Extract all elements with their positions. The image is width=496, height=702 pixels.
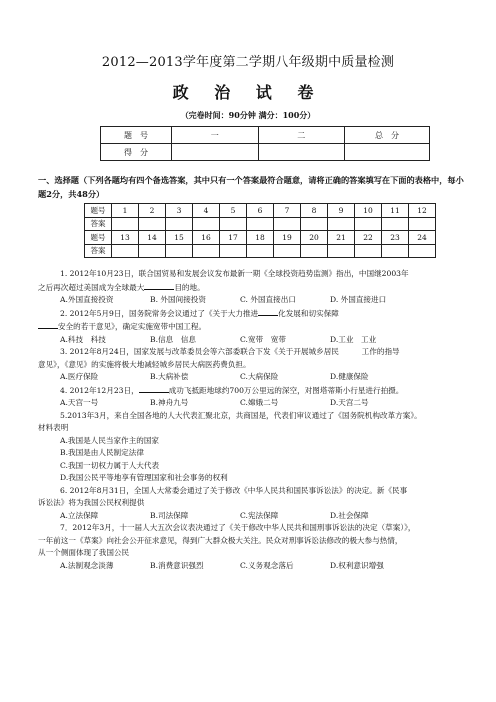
question-number-cell: 18 — [247, 231, 274, 245]
score-cell — [258, 144, 345, 161]
answer-cell[interactable] — [274, 244, 301, 258]
question-number-cell: 4 — [193, 204, 220, 218]
answer-cell[interactable] — [193, 217, 220, 231]
answer-cell[interactable] — [139, 217, 166, 231]
option: A.立法保障 — [60, 510, 99, 520]
option-row — [38, 510, 466, 523]
option: D.我国公民平等地享有管理国家和社会事务的权利 — [60, 473, 228, 482]
question-number-cell: 15 — [166, 231, 193, 245]
answer-table — [84, 203, 436, 258]
question-number-cell: 12 — [409, 204, 436, 218]
option: A.我国是人民当家作主的国家 — [60, 435, 160, 445]
question-number-cell: 8 — [301, 204, 328, 218]
question-number-cell: 16 — [193, 231, 220, 245]
question-text-part: 成功飞抵距地球约700万公里远的深空，对图塔蒂斯小行星进行拍摄。 — [168, 385, 404, 395]
answer-blank — [258, 307, 278, 316]
question-number-cell: 2 — [139, 204, 166, 218]
option: C.大病保险 — [240, 372, 279, 381]
question-text-part: 4. 2012年12月23日， — [60, 385, 139, 395]
question-text: 一年前这一《草案》向社会公开征求意见，得到广大群众极大关注。民众对刑事诉讼法修改的极大参与热情， — [38, 535, 403, 545]
answer-cell[interactable] — [247, 217, 274, 231]
option: D.社会保障 — [330, 510, 369, 520]
question-text: 1. 2012年10月23日，联合国贸易和发展会议发布最新一期《全球投资趋势监测》指出，中国继2003年 — [60, 269, 409, 278]
question-text: 诉讼法》将为我国公民权利提供 — [38, 498, 145, 507]
option: D.健康保险 — [330, 372, 369, 381]
answer-cell[interactable] — [220, 244, 247, 258]
question-number-cell: 20 — [301, 231, 328, 245]
option: C.宽带 宽带 — [240, 334, 286, 344]
question-number-cell: 14 — [139, 231, 166, 245]
answer-table-row — [85, 204, 436, 218]
answer-cell[interactable] — [247, 244, 274, 258]
question-text — [38, 307, 466, 321]
option: C.我国一切权力属于人大代表 — [60, 460, 160, 470]
option: D.工业 工业 — [330, 334, 377, 344]
answer-cell[interactable] — [355, 244, 382, 258]
option: B.司法保障 — [150, 510, 189, 520]
question-text: 3. 2012年8月24日，国家发展与改革委员会等六部委联合下发《关于开展城乡居民 工作的指导 — [60, 347, 400, 356]
score-table-row — [101, 127, 430, 144]
question-text — [38, 320, 466, 334]
row-label: 题号 — [85, 231, 112, 245]
option: D.权利意识增强 — [330, 560, 384, 570]
option: B.大病补偿 — [150, 372, 189, 381]
row-label: 答案 — [85, 217, 112, 231]
exam-subtitle: 政 治 试 卷 — [172, 83, 324, 102]
question-number-cell: 9 — [328, 204, 355, 218]
answer-blank — [38, 320, 58, 329]
row-label: 题号 — [85, 204, 112, 218]
question-number-cell: 5 — [220, 204, 247, 218]
score-table-row — [101, 144, 430, 161]
answer-cell[interactable] — [112, 217, 139, 231]
answer-cell[interactable] — [409, 217, 436, 231]
answer-cell[interactable] — [220, 217, 247, 231]
question-text: 材料表明 — [38, 423, 69, 432]
question-number-cell: 3 — [166, 204, 193, 218]
answer-cell[interactable] — [166, 244, 193, 258]
question-number-cell: 10 — [355, 204, 382, 218]
option-row — [38, 371, 466, 384]
option: B.消费意识强烈 — [150, 560, 204, 570]
question-number-cell: 11 — [382, 204, 409, 218]
option: A.医疗保险 — [60, 372, 99, 381]
option-row — [38, 397, 466, 410]
question-text: 意见》，《意见》的实施将极大地减轻城乡居民大病医药费负担。 — [38, 359, 251, 369]
score-cell: 题 号 — [101, 127, 172, 144]
score-cell: 二 — [258, 127, 345, 144]
answer-table-row — [85, 244, 436, 258]
question-text: 7．2012年3月，十一届人大五次会议表决通过了《关于修改中华人民共和国刑事诉讼法的决定（草案）》， — [60, 523, 416, 532]
question-text-part: 之后再次超过美国成为全球最大 — [38, 282, 145, 292]
option: C. 外国直接出口 — [240, 295, 296, 304]
question-number-cell: 22 — [355, 231, 382, 245]
answer-cell[interactable] — [301, 217, 328, 231]
question-text: 6. 2012年8月31日，全国人大常委会通过了关于修改《中华人民共和国民事诉讼法》的决定。新《民事 — [60, 485, 408, 495]
score-cell: 一 — [172, 127, 259, 144]
question-text-part: 2. 2012年5月9日，国务院常务会议通过了《关于大力推进 — [60, 308, 259, 318]
score-cell — [345, 144, 430, 161]
option: B.信息 信息 — [150, 334, 196, 344]
answer-blank — [139, 384, 169, 393]
option: D.天宫二号 — [330, 398, 369, 407]
answer-cell[interactable] — [355, 217, 382, 231]
score-cell: 得 分 — [101, 144, 172, 161]
score-cell: 总 分 — [345, 127, 430, 144]
question-number-cell: 17 — [220, 231, 247, 245]
option: B.我国是由人民制定法律 — [60, 448, 144, 457]
question-text-part: 化发展和切实保障 — [278, 308, 339, 318]
exam-title: 2012—2013学年度第二学期八年级期中质量检测 — [101, 55, 395, 70]
exam-time-score-info: （完卷时间：90分钟 满分：100分） — [180, 110, 316, 120]
question-number-cell: 21 — [328, 231, 355, 245]
question-text-part: 目的地。 — [174, 282, 205, 292]
option-row — [38, 334, 466, 347]
question-text — [38, 384, 466, 398]
question-list — [38, 268, 466, 572]
option: B.神舟九号 — [150, 398, 189, 407]
question-number-cell: 6 — [247, 204, 274, 218]
option: A.科技 科技 — [60, 334, 106, 344]
question-text: 5.2013年3月，来自全国各地的人大代表汇聚北京，共商国是，代表们审议通过了《国务院机构改革方案》。 — [60, 410, 422, 420]
question-text — [38, 281, 466, 295]
option: C.义务观念落后 — [240, 560, 294, 570]
row-label: 答案 — [85, 244, 112, 258]
option: B. 外国间接投资 — [150, 295, 206, 304]
answer-cell[interactable] — [301, 244, 328, 258]
answer-cell[interactable] — [382, 217, 409, 231]
answer-table-row — [85, 217, 436, 231]
question-number-cell: 13 — [112, 231, 139, 245]
option: C.宪法保障 — [240, 510, 279, 520]
question-number-cell: 1 — [112, 204, 139, 218]
answer-table-row — [85, 231, 436, 245]
section-instruction: 一、选择题（下列各题均有四个备选答案，其中只有一个答案最符合题意，请将正确的答案填写在下面的表格中，每小题2分，共48分） — [38, 175, 464, 199]
score-cell — [172, 144, 259, 161]
answer-cell[interactable] — [409, 244, 436, 258]
option-row — [38, 560, 466, 573]
option: D. 外国直接进口 — [330, 295, 387, 304]
option: A.天宫一号 — [60, 398, 99, 407]
answer-blank — [144, 281, 174, 290]
question-text: 从一个侧面体现了我国公民 — [38, 548, 130, 557]
answer-cell[interactable] — [328, 244, 355, 258]
answer-cell[interactable] — [328, 217, 355, 231]
answer-cell[interactable] — [274, 217, 301, 231]
option-row — [38, 294, 466, 307]
answer-cell[interactable] — [382, 244, 409, 258]
answer-cell[interactable] — [112, 244, 139, 258]
question-number-cell: 7 — [274, 204, 301, 218]
question-text-part: 安全的若干意见》，确定实施宽带中国工程。 — [58, 322, 207, 331]
answer-cell[interactable] — [166, 217, 193, 231]
question-number-cell: 23 — [382, 231, 409, 245]
option: A.外国直接投资 — [60, 295, 114, 304]
answer-cell[interactable] — [193, 244, 220, 258]
question-number-cell: 19 — [274, 231, 301, 245]
score-table — [100, 126, 430, 161]
option: A.法制观念淡薄 — [60, 560, 114, 570]
question-number-cell: 24 — [409, 231, 436, 245]
answer-cell[interactable] — [139, 244, 166, 258]
option: C.嫦娥二号 — [240, 398, 279, 407]
